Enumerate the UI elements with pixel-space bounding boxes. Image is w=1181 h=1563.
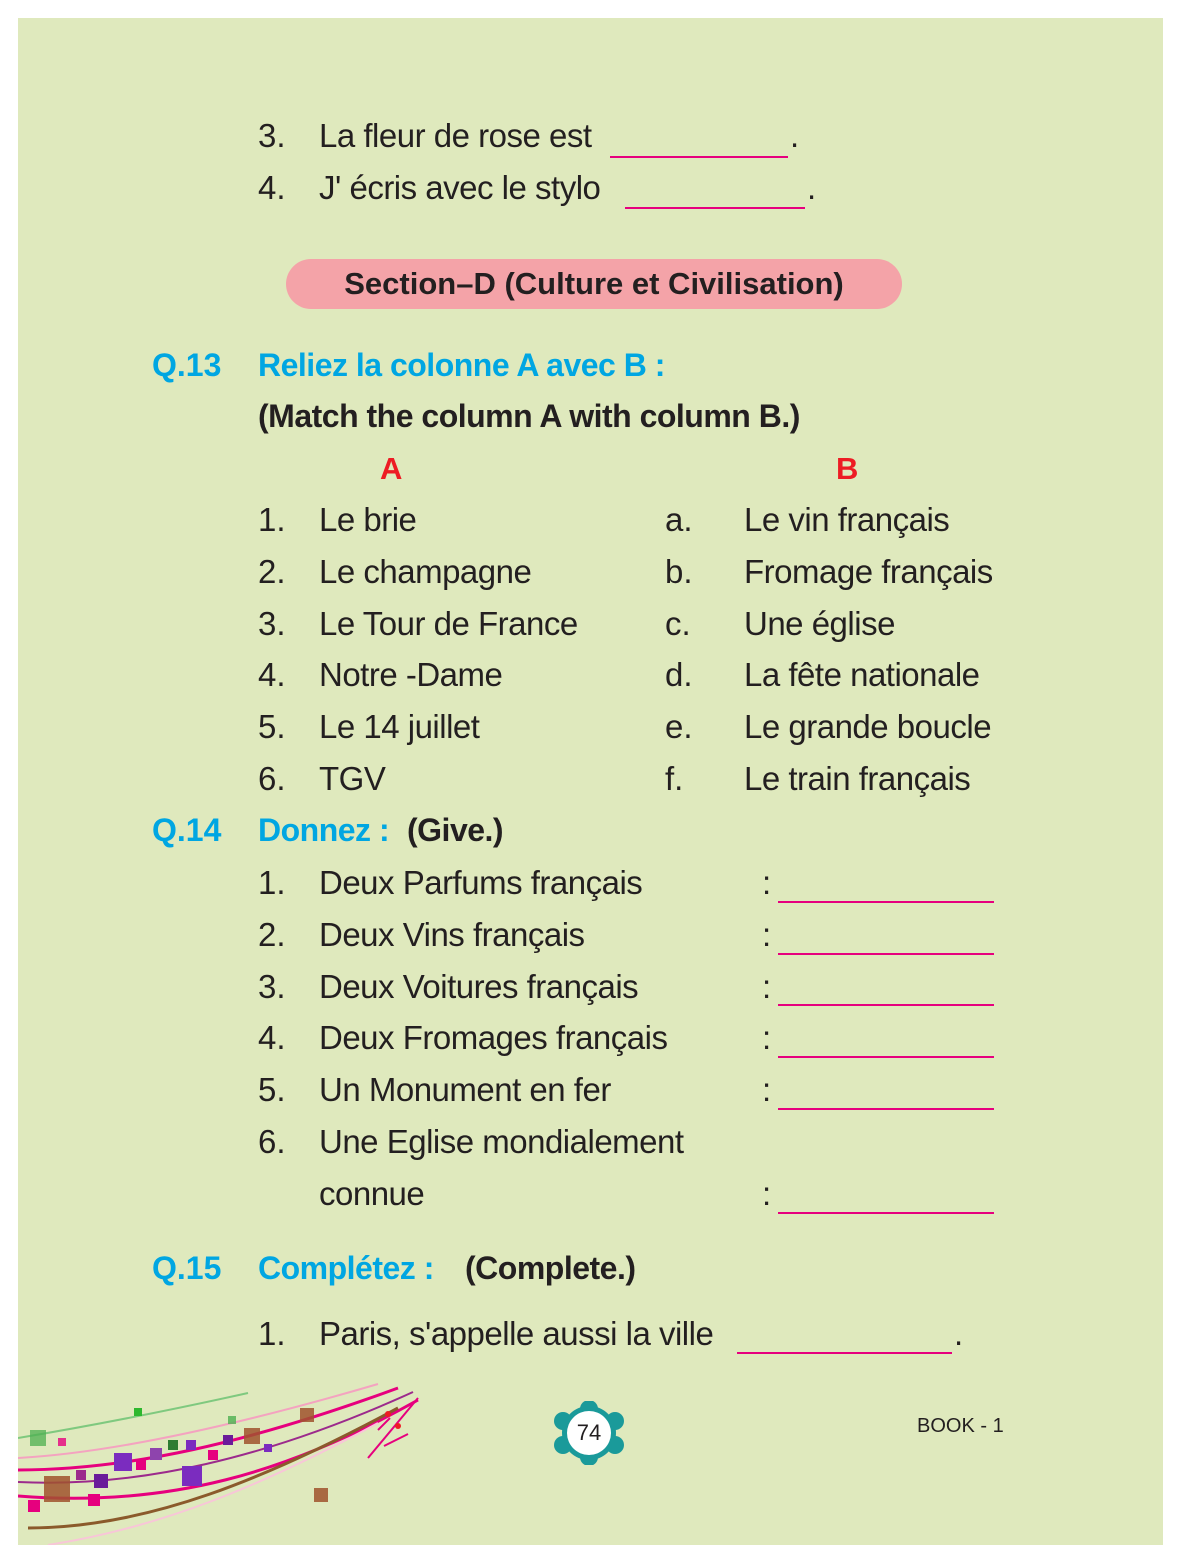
give-item-number: 6. <box>258 1123 286 1160</box>
complete-item-text: Paris, s'appelle aussi la ville <box>319 1315 714 1352</box>
give-item-number: 4. <box>258 1019 286 1056</box>
q14-subtitle: (Give.) <box>407 812 504 848</box>
give-item-number: 3. <box>258 968 286 1005</box>
complete-item-period: . <box>954 1315 963 1352</box>
give-item-colon: : <box>762 916 771 953</box>
column-b-heading: B <box>836 451 859 486</box>
match-b-text: Le vin français <box>744 501 950 538</box>
match-a-number: 3. <box>258 605 286 642</box>
match-b-letter: f. <box>665 760 684 797</box>
prev-item-4-blank[interactable] <box>625 207 805 209</box>
match-a-text: Le champagne <box>319 553 532 590</box>
give-item-text: Une Eglise mondialement <box>319 1123 684 1160</box>
match-b-text: Une église <box>744 605 895 642</box>
match-b-letter: d. <box>665 656 693 693</box>
give-item-number: 5. <box>258 1071 286 1108</box>
book-label: BOOK - 1 <box>917 1415 1004 1437</box>
q15-number: Q.15 <box>152 1250 222 1286</box>
prev-item-4-number: 4. <box>258 169 286 206</box>
give-item-answer-blank[interactable] <box>778 901 994 903</box>
q13-title: Reliez la colonne A avec B : <box>258 347 665 383</box>
give-item-colon: : <box>762 1019 771 1056</box>
match-b-text: Fromage français <box>744 553 993 590</box>
prev-item-4-period: . <box>807 169 816 206</box>
q14-title: Donnez : <box>258 812 390 848</box>
give-item-text: Deux Vins français <box>319 916 585 953</box>
decorative-ribbon-ornament <box>18 1378 438 1545</box>
match-b-text: Le train français <box>744 760 971 797</box>
q15-title: Complétez : <box>258 1250 434 1286</box>
give-item-number: 2. <box>258 916 286 953</box>
give-item-colon: : <box>762 968 771 1005</box>
give-item-text-continued: connue <box>319 1175 425 1212</box>
complete-item-number: 1. <box>258 1315 286 1352</box>
match-b-letter: c. <box>665 605 691 642</box>
give-item-text: Deux Fromages français <box>319 1019 668 1056</box>
worksheet-page <box>18 18 1163 1545</box>
match-a-number: 6. <box>258 760 286 797</box>
match-a-number: 5. <box>258 708 286 745</box>
match-a-number: 2. <box>258 553 286 590</box>
prev-item-3-text: La fleur de rose est <box>319 117 592 154</box>
section-heading-pill <box>286 259 902 309</box>
give-item-answer-blank[interactable] <box>778 1056 994 1058</box>
match-b-letter: e. <box>665 708 693 745</box>
section-title: Section–D (Culture et Civilisation) <box>344 266 844 301</box>
prev-item-3-period: . <box>790 117 799 154</box>
give-item-answer-blank[interactable] <box>778 1108 994 1110</box>
give-item-text: Deux Voitures français <box>319 968 639 1005</box>
match-a-number: 4. <box>258 656 286 693</box>
match-a-text: Notre -Dame <box>319 656 503 693</box>
match-a-text: Le 14 juillet <box>319 708 480 745</box>
page-number: 74 <box>576 1420 602 1445</box>
give-item-answer-blank[interactable] <box>778 953 994 955</box>
give-item-answer-blank[interactable] <box>778 1212 994 1214</box>
q14-number: Q.14 <box>152 812 222 848</box>
give-item-answer-blank[interactable] <box>778 1004 994 1006</box>
q15-subtitle: (Complete.) <box>465 1250 636 1286</box>
complete-item-blank[interactable] <box>737 1352 952 1354</box>
prev-item-3-number: 3. <box>258 117 286 154</box>
match-a-text: TGV <box>319 760 386 797</box>
match-b-letter: b. <box>665 553 693 590</box>
page-number-badge <box>551 1401 627 1465</box>
match-b-letter: a. <box>665 501 693 538</box>
match-a-number: 1. <box>258 501 286 538</box>
prev-item-4-text: J' écris avec le stylo <box>319 169 601 206</box>
give-item-colon: : <box>762 1175 771 1212</box>
match-a-text: Le Tour de France <box>319 605 578 642</box>
match-b-text: La fête nationale <box>744 656 980 693</box>
q13-number: Q.13 <box>152 347 222 383</box>
give-item-text: Deux Parfums français <box>319 864 643 901</box>
q13-subtitle: (Match the column A with column B.) <box>258 398 800 434</box>
prev-item-3-blank[interactable] <box>610 156 788 158</box>
column-a-heading: A <box>380 451 403 486</box>
give-item-colon: : <box>762 1071 771 1108</box>
give-item-colon: : <box>762 864 771 901</box>
match-a-text: Le brie <box>319 501 417 538</box>
give-item-number: 1. <box>258 864 286 901</box>
match-b-text: Le grande boucle <box>744 708 992 745</box>
give-item-text: Un Monument en fer <box>319 1071 611 1108</box>
